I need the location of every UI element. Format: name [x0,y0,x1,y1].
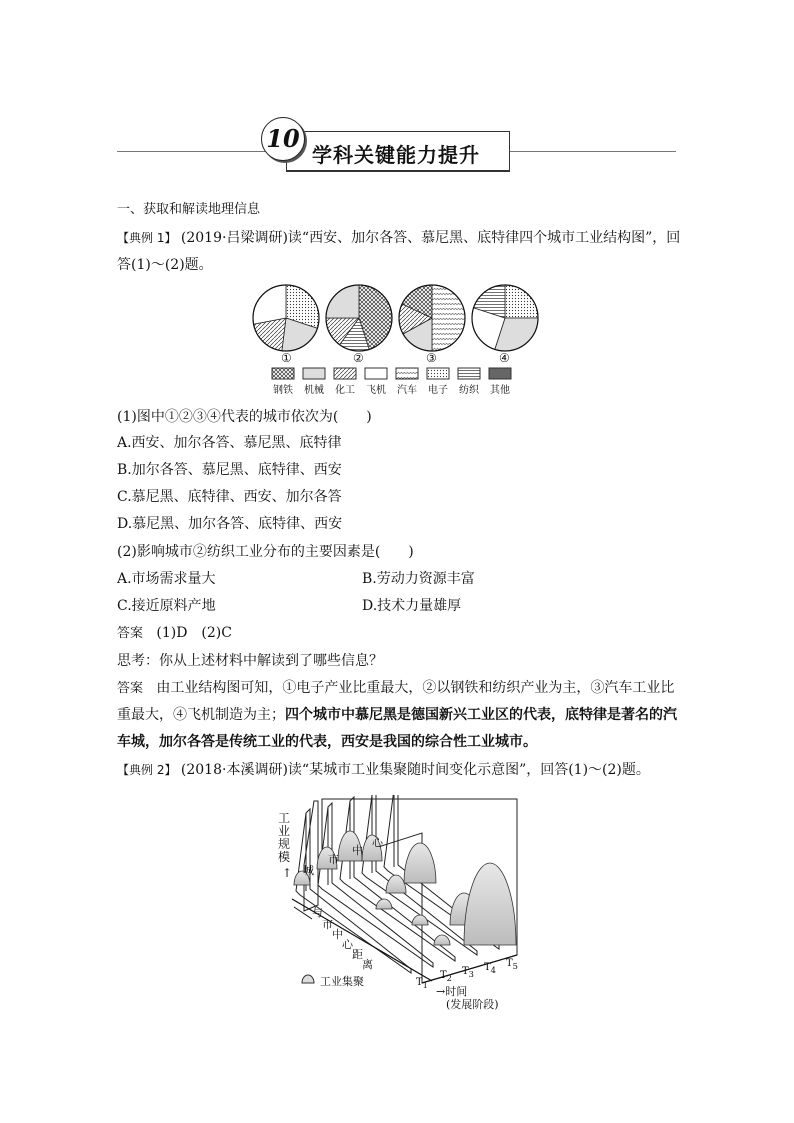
pie-label-2: ② [353,351,364,365]
t-label-5: $T_5$ [506,958,518,971]
t-label-2: $T_2$ [440,970,452,983]
distance-label-a: 与 [312,906,323,919]
t-label-1: $T_1$ [416,977,428,990]
pie-label-1: ① [281,351,292,365]
answer2-tag: 答案 [117,681,144,696]
industry-pie-charts [250,282,540,354]
legend-automobile: 汽车 [397,385,417,396]
distance-label-f: 离 [362,958,373,971]
legend-textile: 纺织 [459,385,479,396]
q1-option-d: D.慕尼黑、加尔各答、底特律、西安 [117,516,343,532]
answer2-text-2a: 重最大，④飞机制造为主； [117,707,285,723]
answer2-text-1: 由工业结构图可知，①电子产业比重最大，②以钢铁和纺织产业为主，③汽车工业比 [156,680,675,696]
answer2-line1 [117,678,674,699]
q1-option-b: B.加尔各答、慕尼黑、底特律、西安 [117,462,342,478]
center-label-2: 市 [328,853,339,866]
example-2-tag: 【典例 2】 [117,763,177,777]
pie-slice [253,285,286,324]
legend-steel: 钢铁 [273,385,293,396]
answer-tag: 答案 [117,626,144,641]
chapter-number: 10 [261,117,305,161]
answer-line [117,623,232,644]
q2-option-d: D.技术力量雄厚 [362,598,462,614]
section-heading: 一、获取和解读地理信息 [117,202,261,217]
y-axis-label: 工业规模 [278,811,291,864]
pie-legend-swatches [268,366,518,381]
answer-text: (1)D (2)C [156,625,232,641]
example-1-intro-cont: 答(1)～(2)题。 [117,257,213,273]
answer2-text-2b: 四个城市中慕尼黑是德国新兴工业区的代表，底特律是著名的汽 [285,707,677,723]
distance-label-d: 心 [342,938,353,951]
answer2-line2 [117,705,677,725]
center-label-3: 中 [352,844,363,857]
legend-other: 其他 [490,385,510,396]
distance-label-b: 市 [322,918,333,931]
pie-slice [432,285,465,351]
q2-option-a: A.市场需求量大 [117,571,216,587]
t-label-4: $T_4$ [484,962,496,975]
legend-dome-icon [300,972,316,984]
q1-option-c: C.慕尼黑、底特律、西安、加尔各答 [117,489,342,505]
pie-label-4: ④ [499,351,510,365]
example-2-intro [117,760,650,780]
question-1: (1)图中①②③④代表的城市依次为( ) [117,409,372,425]
page-title: 学科关键能力提升 [312,143,480,167]
t-label-3: $T_3$ [462,966,474,979]
agglomeration-dome [386,875,406,893]
pie-label-3: ③ [426,351,437,365]
distance-label-e: 距 [352,948,363,961]
q1-option-a: A.西安、加尔各答、慕尼黑、底特律 [117,435,342,451]
question-2: (2)影响城市②纺织工业分布的主要因素是( ) [117,544,414,560]
example-tag: 【典例 1】 [117,231,177,245]
legend-aircraft: 飞机 [366,385,386,396]
q2-option-c: C.接近原料产地 [117,598,216,614]
center-label-4: 心 [372,836,383,849]
legend-chemical: 化工 [335,385,355,396]
legend-machinery: 机械 [304,385,324,396]
answer2-line3: 车城，加尔各答是传统工业的代表，西安是我国的综合性工业城市。 [117,734,537,750]
y-axis-arrow: ↑ [282,866,293,880]
distance-label-c: 中 [332,928,343,941]
center-label-1: 城 [303,864,314,877]
example-text: (2019·吕梁调研)读“西安、加尔各答、慕尼黑、底特律四个城市工业结构图”，回 [180,230,681,246]
q2-option-b: B.劳动力资源丰富 [362,571,475,587]
example-1-intro [117,228,680,248]
time-label: →时间 [436,985,468,998]
example-2-text: (2018·本溪调研)读“某城市工业集聚随时间变化示意图”，回答(1)～(2)题。 [180,762,650,778]
agglomeration-dome [376,899,392,909]
legend-label: 工业集聚 [320,975,364,988]
think-prompt: 思考：你从上述材料中解读到了哪些信息？ [117,653,383,669]
legend-electronics: 电子 [428,385,448,396]
stage-label: (发展阶段) [446,998,499,1011]
